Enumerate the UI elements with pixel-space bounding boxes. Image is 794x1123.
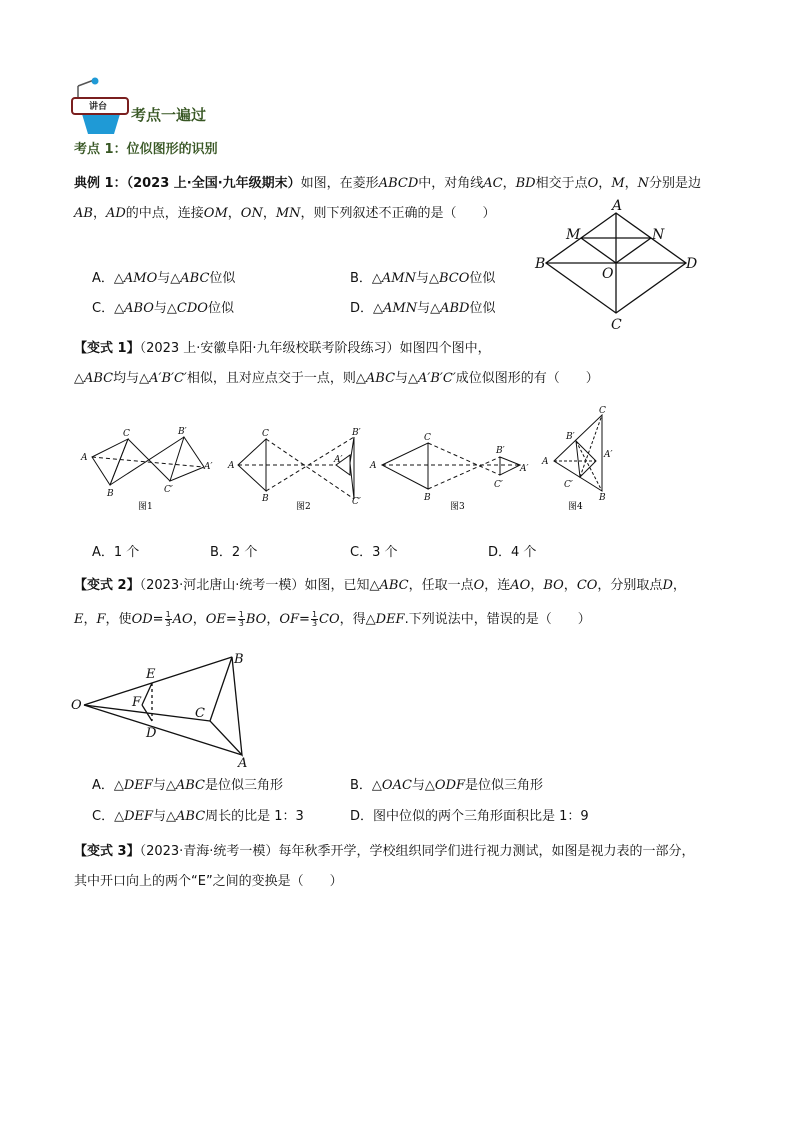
figure-caption-1: 图1 xyxy=(138,502,153,512)
svg-text:A′: A′ xyxy=(334,455,343,465)
svg-text:A: A xyxy=(370,461,377,471)
svg-text:C′: C′ xyxy=(494,480,503,490)
example1-option-d[interactable]: D．△AMN与△ABD位似 xyxy=(350,301,496,316)
variant1-option-d[interactable]: D．4 个 xyxy=(488,545,537,560)
svg-text:B: B xyxy=(262,494,269,504)
label-a: A xyxy=(612,198,623,214)
label-n: N xyxy=(652,227,665,243)
svg-text:B: B xyxy=(424,493,431,503)
svg-text:C: C xyxy=(262,429,269,439)
svg-text:A: A xyxy=(228,461,235,471)
svg-text:A′: A′ xyxy=(604,450,613,460)
segment-on xyxy=(616,238,651,263)
svg-text:C′: C′ xyxy=(564,480,573,490)
variant1-line2: △ABC均与△A′B′C′相似，且对应点交于一点，则△ABC与△A′B′C′成位似图形的有（ ） xyxy=(74,371,599,386)
example1-line1: 典例 1：（2023 上·全国·九年级期末）如图，在菱形ABCD中，对角线AC，BD相交于点O，M，N分别是边 xyxy=(74,176,702,191)
label-c: C xyxy=(611,317,622,333)
source: （2023 上·安徽阜阳·九年级校联考阶段练习） xyxy=(139,341,400,356)
rhombus-figure xyxy=(530,195,710,335)
variant2-option-c[interactable]: C．△DEF与△ABC周长的比是 1：3 xyxy=(92,809,304,824)
label-m: M xyxy=(566,227,581,243)
svg-text:B′: B′ xyxy=(352,428,361,438)
svg-text:C: C xyxy=(195,706,205,721)
svg-text:C′: C′ xyxy=(352,497,361,507)
svg-text:C: C xyxy=(424,433,431,443)
variant1-option-a[interactable]: A．1 个 xyxy=(92,545,140,560)
example1-option-a[interactable]: A．△AMO与△ABC位似 xyxy=(92,271,236,286)
label-d: D xyxy=(686,256,698,272)
variant1-figures xyxy=(78,405,638,520)
homothety-figure xyxy=(64,645,264,770)
variant3-line1: 【变式 3】（2023·青海·统考一模）每年秋季开学，学校组织同学们进行视力测试，如图是视力表的一部分， xyxy=(74,844,695,859)
variant1-option-c[interactable]: C．3 个 xyxy=(350,545,398,560)
svg-text:O: O xyxy=(71,698,82,713)
svg-text:A′: A′ xyxy=(520,464,529,474)
figure-caption-3: 图3 xyxy=(450,502,465,512)
figure-2 xyxy=(238,437,354,499)
svg-text:F: F xyxy=(132,695,142,710)
topic-title: 考点 1：位似图形的识别 xyxy=(74,142,218,157)
variant2-option-b[interactable]: B．△OAC与△ODF是位似三角形 xyxy=(350,778,544,793)
fraction: $\frac{1}{3}$ xyxy=(311,610,318,628)
section-title: 考点一遍过 xyxy=(131,106,207,124)
svg-text:C: C xyxy=(599,406,606,416)
variant2-option-d[interactable]: D．图中位似的两个三角形面积比是 1：9 xyxy=(350,809,589,824)
example-tag: 典例 1： xyxy=(74,176,127,191)
podium-label: 讲台 xyxy=(89,102,108,112)
example1-line2: AB，AD的中点，连接OM，ON，MN，则下列叙述不正确的是（ ） xyxy=(74,206,496,221)
variant1-option-b[interactable]: B．2 个 xyxy=(210,545,258,560)
figure-1 xyxy=(92,437,204,485)
variant-tag: 【变式 2】 xyxy=(74,578,140,593)
variant3-line2: 其中开口向上的两个“E”之间的变换是（ ） xyxy=(74,874,343,889)
svg-text:E: E xyxy=(146,667,156,682)
variant1-line1: 【变式 1】（2023 上·安徽阜阳·九年级校联考阶段练习）如图四个图中， xyxy=(74,341,491,356)
variant-tag: 【变式 3】 xyxy=(74,844,140,859)
svg-text:B′: B′ xyxy=(178,427,187,437)
source: （2023·河北唐山·统考一模） xyxy=(139,578,305,593)
figure-4 xyxy=(554,415,602,491)
svg-text:B: B xyxy=(234,652,244,667)
label-o: O xyxy=(602,266,614,282)
example1-option-b[interactable]: B．△AMN与△BCO位似 xyxy=(350,271,496,286)
svg-text:D: D xyxy=(146,726,157,741)
svg-text:A: A xyxy=(238,756,248,770)
svg-text:A: A xyxy=(81,453,88,463)
figure-caption-2: 图2 xyxy=(296,502,311,512)
variant2-line1: 【变式 2】（2023·河北唐山·统考一模）如图，已知△ABC，任取一点O，连AO，BO，CO，分别取点D， xyxy=(74,578,686,593)
variant2-option-a[interactable]: A．△DEF与△ABC是位似三角形 xyxy=(92,778,283,793)
svg-text:A: A xyxy=(542,457,549,467)
label-b: B xyxy=(535,256,546,272)
svg-text:A′: A′ xyxy=(204,462,213,472)
svg-text:B′: B′ xyxy=(496,446,505,456)
example1-option-c[interactable]: C．△ABO与△CDO位似 xyxy=(92,301,234,316)
fraction: $\frac{1}{3}$ xyxy=(238,610,244,628)
fraction: $\frac{1}{3}$ xyxy=(165,610,171,628)
segment-om xyxy=(581,238,616,263)
svg-text:B: B xyxy=(107,489,114,499)
source: （2023 上·全国·九年级期末） xyxy=(126,176,301,191)
svg-text:C′: C′ xyxy=(164,485,173,495)
variant-tag: 【变式 1】 xyxy=(74,341,140,356)
variant2-line2: E，F，使OD= $\frac{1}{3}$ AO，OE= $\frac{1}{3}$ BO，OF= $\frac{1}{3}$ CO，得△DEF.下列说法中，错误的是（ ） xyxy=(74,610,591,628)
figure-caption-4: 图4 xyxy=(568,502,583,512)
svg-text:B: B xyxy=(599,493,606,503)
svg-text:B′: B′ xyxy=(566,432,575,442)
svg-text:C: C xyxy=(123,429,130,439)
source: （2023·青海·统考一模） xyxy=(139,844,279,859)
